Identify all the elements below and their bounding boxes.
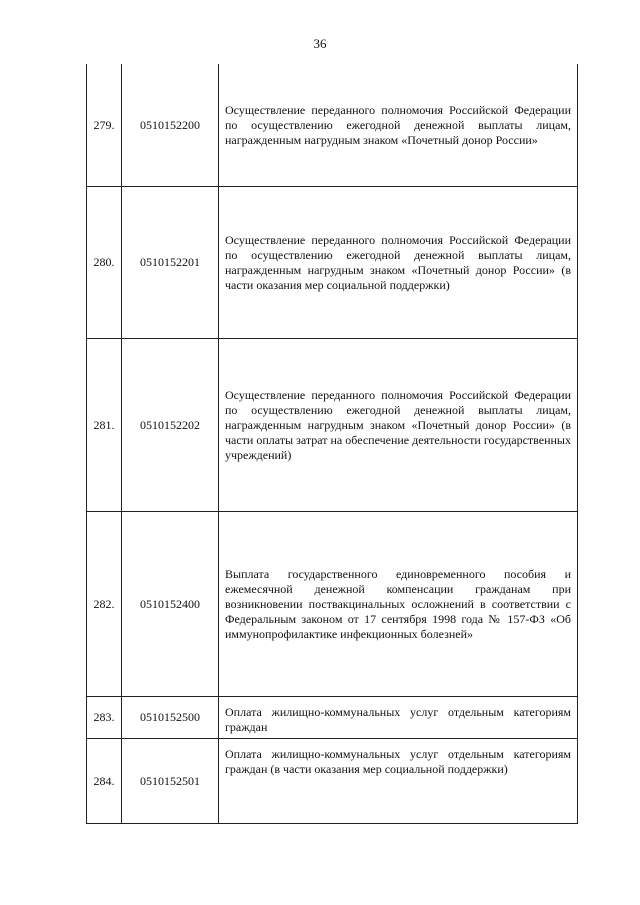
row-code: 0510152202 xyxy=(122,339,219,511)
row-number: 280. xyxy=(86,187,122,338)
table-row xyxy=(86,512,578,697)
row-code: 0510152501 xyxy=(122,739,219,823)
table-row xyxy=(86,187,578,339)
row-number: 281. xyxy=(86,339,122,511)
row-code: 0510152400 xyxy=(122,512,219,696)
row-number: 282. xyxy=(86,512,122,696)
row-number: 284. xyxy=(86,739,122,823)
table-row xyxy=(86,739,578,824)
budget-classification-table xyxy=(86,64,578,824)
row-number: 279. xyxy=(86,64,122,186)
row-number: 283. xyxy=(86,697,122,738)
page-number: 36 xyxy=(313,36,327,51)
row-code: 0510152201 xyxy=(122,187,219,338)
row-description: Осуществление переданного полномочия Российской Федерации по осуществлению ежегодной денежной выплаты лицам, награжденным нагрудным знаком «Почетный донор России» (в части оплаты затрат на обеспечение деятельности государственных учреждений) xyxy=(219,339,578,511)
row-description: Оплата жилищно-коммунальных услуг отдельным категориям граждан (в части оказания мер социальной поддержки) xyxy=(219,739,578,823)
table-row xyxy=(86,697,578,739)
row-description: Выплата государственного единовременного пособия и ежемесячной денежной компенсации гражданам при возникновении поствакцинальных осложнений в соответствии с Федеральным законом от 17 сентября 1998 года № 157-ФЗ «Об иммунопрофилактике инфекционных болезней» xyxy=(219,512,578,696)
row-description: Осуществление переданного полномочия Российской Федерации по осуществлению ежегодной денежной выплаты лицам, награжденным нагрудным знаком «Почетный донор России» (в части оказания мер социальной поддержки) xyxy=(219,187,578,338)
row-code: 0510152500 xyxy=(122,697,219,738)
table-row xyxy=(86,64,578,187)
table-row xyxy=(86,339,578,512)
row-code: 0510152200 xyxy=(122,64,219,186)
row-description: Осуществление переданного полномочия Российской Федерации по осуществлению ежегодной денежной выплаты лицам, награжденным нагрудным знаком «Почетный донор России» xyxy=(219,64,578,186)
row-description: Оплата жилищно-коммунальных услуг отдельным категориям граждан xyxy=(219,697,578,738)
